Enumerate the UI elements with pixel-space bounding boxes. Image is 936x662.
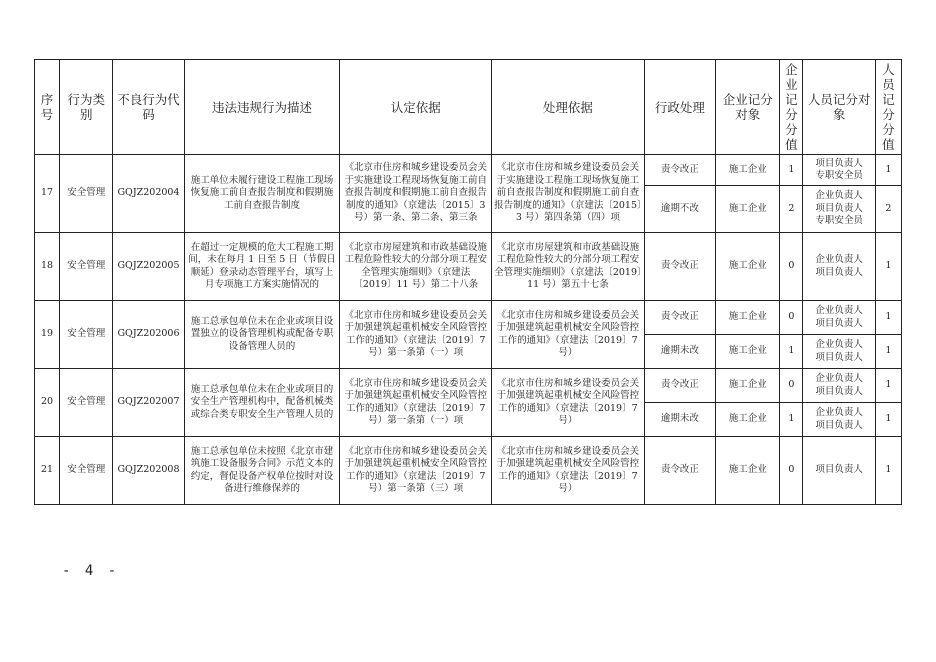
- row-action: 责令改正: [644, 301, 715, 335]
- row-action: 逾期未改: [644, 403, 715, 437]
- header-violation-desc: 违法违规行为描述: [184, 60, 340, 155]
- header-seq: 序号: [35, 60, 60, 155]
- row-ent-score: 1: [780, 155, 803, 186]
- row-ent-target: 施工企业: [716, 233, 780, 301]
- header-ent-score: 企业记分分值: [780, 60, 803, 155]
- row-person-score: 1: [875, 403, 901, 437]
- row-desc: 施工总承包单位未在企业或项目的安全生产管理机构中，配备机械类或综合类专职安全生产管理人员的: [184, 369, 340, 437]
- row-ent-score: 1: [780, 403, 803, 437]
- table-row: [35, 301, 902, 335]
- row-action: 逾期不改: [644, 186, 715, 233]
- table-row: [35, 233, 902, 301]
- row-person-score: 1: [875, 369, 901, 403]
- row-basis: 《北京市住房和城乡建设委员会关于加强建筑起重机械安全风险管控工作的通知》（京建法〔2019〕7 号）第一条第（三）项: [340, 437, 492, 505]
- row-penalty: 《北京市住房和城乡建设委员会关于加强建筑起重机械安全风险管控工作的通知》（京建法〔2019〕7 号）: [492, 301, 645, 369]
- row-basis: 《北京市住房和城乡建设委员会关于加强建筑起重机械安全风险管控工作的通知》（京建法〔2019〕7 号）第一条第（一）项: [340, 369, 492, 437]
- row-person-target: 项目负责人: [803, 437, 875, 505]
- row-basis: 《北京市住房和城乡建设委员会关于加强建筑起重机械安全风险管控工作的通知》（京建法〔2019〕7 号）第一条第（一）项: [340, 301, 492, 369]
- row-ent-score: 0: [780, 301, 803, 335]
- table-row: [35, 369, 902, 403]
- header-person-score: 人员记分分值: [875, 60, 901, 155]
- row-ent-score: 0: [780, 369, 803, 403]
- row-action: 责令改正: [644, 233, 715, 301]
- row-ent-target: 施工企业: [716, 186, 780, 233]
- row-penalty: 《北京市住房和城乡建设委员会关于实施建设工程施工现场恢复施工前自查报告制度和假期施工前自查报告制度的通知》（京建法〔2015〕3 号）第四条第（四）项: [492, 155, 645, 233]
- row-ent-target: 施工企业: [716, 369, 780, 403]
- row-ent-score: 1: [780, 335, 803, 369]
- row-person-target: 企业负责人 项目负责人: [803, 301, 875, 335]
- row-penalty: 《北京市房屋建筑和市政基础设施工程危险性较大的分部分项工程安全管理实施细则》（京建法〔2019〕11 号）第五十七条: [492, 233, 645, 301]
- header-behavior-type: 行为类别: [60, 60, 113, 155]
- row-ent-target: 施工企业: [716, 437, 780, 505]
- row-code: GQJZ202005: [113, 233, 184, 301]
- row-ent-score: 2: [780, 186, 803, 233]
- row-code: GQJZ202008: [113, 437, 184, 505]
- row-ent-score: 0: [780, 437, 803, 505]
- row-person-score: 1: [875, 233, 901, 301]
- row-basis: 《北京市房屋建筑和市政基础设施工程危险性较大的分部分项工程安全管理实施细则》（京建法〔2019〕11 号）第二十八条: [340, 233, 492, 301]
- header-ent-target: 企业记分对象: [716, 60, 780, 155]
- row-type: 安全管理: [60, 437, 113, 505]
- header-penalty-basis: 处理依据: [492, 60, 645, 155]
- row-seq: 18: [35, 233, 60, 301]
- header-basis: 认定依据: [340, 60, 492, 155]
- row-action: 责令改正: [644, 437, 715, 505]
- row-type: 安全管理: [60, 301, 113, 369]
- row-person-target: 企业负责人 项目负责人: [803, 403, 875, 437]
- row-code: GQJZ202004: [113, 155, 184, 233]
- table-row: [35, 437, 902, 505]
- row-penalty: 《北京市住房和城乡建设委员会关于加强建筑起重机械安全风险管控工作的通知》（京建法〔2019〕7 号）: [492, 369, 645, 437]
- row-ent-target: 施工企业: [716, 301, 780, 335]
- row-action: 责令改正: [644, 369, 715, 403]
- row-type: 安全管理: [60, 233, 113, 301]
- penalty-table: [34, 59, 902, 505]
- row-desc: 施工单位未履行建设工程施工现场恢复施工前自查报告制度和假期施工前自查报告制度: [184, 155, 340, 233]
- page-number: - 4 -: [62, 563, 120, 579]
- row-basis: 《北京市住房和城乡建设委员会关于实施建设工程现场恢复施工前自查报告制度和假期施工前自查报告制度的通知》（京建法〔2015〕3 号）第一条、第二条、第三条: [340, 155, 492, 233]
- row-person-target: 企业负责人 项目负责人: [803, 369, 875, 403]
- header-person-target: 人员记分对象: [803, 60, 875, 155]
- row-person-target: 企业负责人 项目负责人 专职安全员: [803, 186, 875, 233]
- row-ent-target: 施工企业: [716, 155, 780, 186]
- row-ent-target: 施工企业: [716, 403, 780, 437]
- row-seq: 19: [35, 301, 60, 369]
- table-row: [35, 155, 902, 186]
- row-seq: 21: [35, 437, 60, 505]
- row-type: 安全管理: [60, 155, 113, 233]
- row-desc: 施工总承包单位未按照《北京市建筑施工设备服务合同》示范文本的约定，督促设备产权单位按时对设备进行维修保养的: [184, 437, 340, 505]
- row-person-score: 1: [875, 335, 901, 369]
- row-code: GQJZ202007: [113, 369, 184, 437]
- header-bad-code: 不良行为代码: [113, 60, 184, 155]
- row-person-score: 2: [875, 186, 901, 233]
- header-admin-action: 行政处理: [644, 60, 715, 155]
- row-penalty: 《北京市住房和城乡建设委员会关于加强建筑起重机械安全风险管控工作的通知》（京建法〔2019〕7 号）: [492, 437, 645, 505]
- row-action: 责令改正: [644, 155, 715, 186]
- row-person-target: 项目负责人 专职安全员: [803, 155, 875, 186]
- row-desc: 在超过一定规模的危大工程施工期间，未在每月 1 日至 5 日（节假日顺延）登录动态管理平台，填写上月专项施工方案实施情况的: [184, 233, 340, 301]
- row-person-score: 1: [875, 301, 901, 335]
- table-header-row: [35, 60, 902, 155]
- row-ent-target: 施工企业: [716, 335, 780, 369]
- row-seq: 20: [35, 369, 60, 437]
- row-person-score: 1: [875, 437, 901, 505]
- row-person-score: 1: [875, 155, 901, 186]
- row-code: GQJZ202006: [113, 301, 184, 369]
- row-person-target: 企业负责人 项目负责人: [803, 233, 875, 301]
- row-person-target: 企业负责人 项目负责人: [803, 335, 875, 369]
- row-type: 安全管理: [60, 369, 113, 437]
- row-ent-score: 0: [780, 233, 803, 301]
- row-action: 逾期未改: [644, 335, 715, 369]
- row-desc: 施工总承包单位未在企业或项目设置独立的设备管理机构或配备专职设备管理人员的: [184, 301, 340, 369]
- row-seq: 17: [35, 155, 60, 233]
